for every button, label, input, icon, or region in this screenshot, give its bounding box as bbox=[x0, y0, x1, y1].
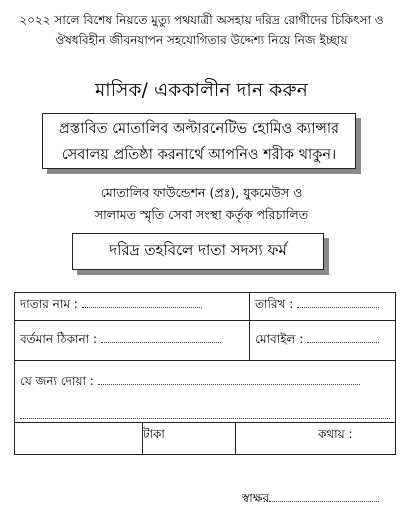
mobile-dotted-line bbox=[307, 333, 379, 343]
amount-field[interactable] bbox=[15, 423, 143, 455]
organization-text bbox=[0, 182, 403, 226]
page-heading: মাসিক/ এককালীন দান করুন bbox=[94, 80, 309, 101]
purpose-field[interactable] bbox=[15, 361, 396, 423]
intro-text bbox=[6, 10, 397, 50]
form-title-box: দরিদ্র তহবিলে দাতা সদস্য ফর্ম bbox=[72, 233, 324, 270]
in-words-field[interactable] bbox=[236, 423, 396, 455]
signature-label: স্বাক্ষর bbox=[242, 491, 270, 505]
donor-form-table bbox=[14, 292, 396, 455]
amount-label: টাকা bbox=[143, 427, 165, 441]
date-dotted-line bbox=[297, 298, 379, 308]
donor-name-field[interactable] bbox=[15, 293, 250, 321]
amount-label-cell bbox=[143, 423, 236, 455]
address-label: বর্তমান ঠিকানা : bbox=[20, 332, 98, 346]
intro-line-2: ঔষধবিহীন জীবনযাপন সহযোগিতার উদ্দেশ্য নিয়ে নিজ ইচ্ছায় bbox=[55, 33, 348, 47]
address-field[interactable] bbox=[15, 321, 250, 361]
mobile-label: মোবাইল : bbox=[255, 332, 304, 346]
address-dotted-line bbox=[101, 333, 221, 343]
appeal-line-1: প্রস্তাবিত মোতালিব অল্টারনেটিভ হোমিও ক্যান্সার bbox=[58, 121, 340, 137]
donor-name-dotted-line bbox=[82, 298, 202, 308]
in-words-label: কথায় : bbox=[318, 427, 353, 441]
form-row-name bbox=[15, 293, 396, 321]
appeal-box bbox=[42, 113, 356, 169]
appeal-line-2: সেবালয় প্রতিষ্ঠা করনার্থে আপনিও শরীক থাকুন। bbox=[61, 147, 337, 163]
donor-name-label: দাতার নাম : bbox=[20, 297, 78, 311]
form-row-purpose bbox=[15, 361, 396, 423]
date-label: তারিখ : bbox=[255, 297, 294, 311]
date-field[interactable] bbox=[250, 293, 396, 321]
mobile-field[interactable] bbox=[250, 321, 396, 361]
purpose-label: যে জন্য দোয়া : bbox=[20, 374, 94, 388]
form-row-address bbox=[15, 321, 396, 361]
signature-dotted-line[interactable] bbox=[269, 493, 379, 502]
organization-line-2: সালামত স্মৃতি সেবা সংস্থা কর্তৃক পরিচালিত bbox=[94, 207, 309, 222]
intro-line-1: ২০২২ সালে বিশেষ নিয়তে মুত্যু পথযাত্রী অসহায় দরিদ্র রোগীদের চিকিৎসা ও bbox=[19, 13, 384, 27]
purpose-dotted-line-1 bbox=[98, 375, 360, 385]
signature-area bbox=[242, 490, 379, 510]
form-row-amount bbox=[15, 423, 396, 455]
purpose-dotted-line-2 bbox=[20, 417, 390, 419]
organization-line-1: মোতালিব ফাউন্ডেশন (প্রঃ), যুকমেউস ও bbox=[100, 185, 303, 200]
